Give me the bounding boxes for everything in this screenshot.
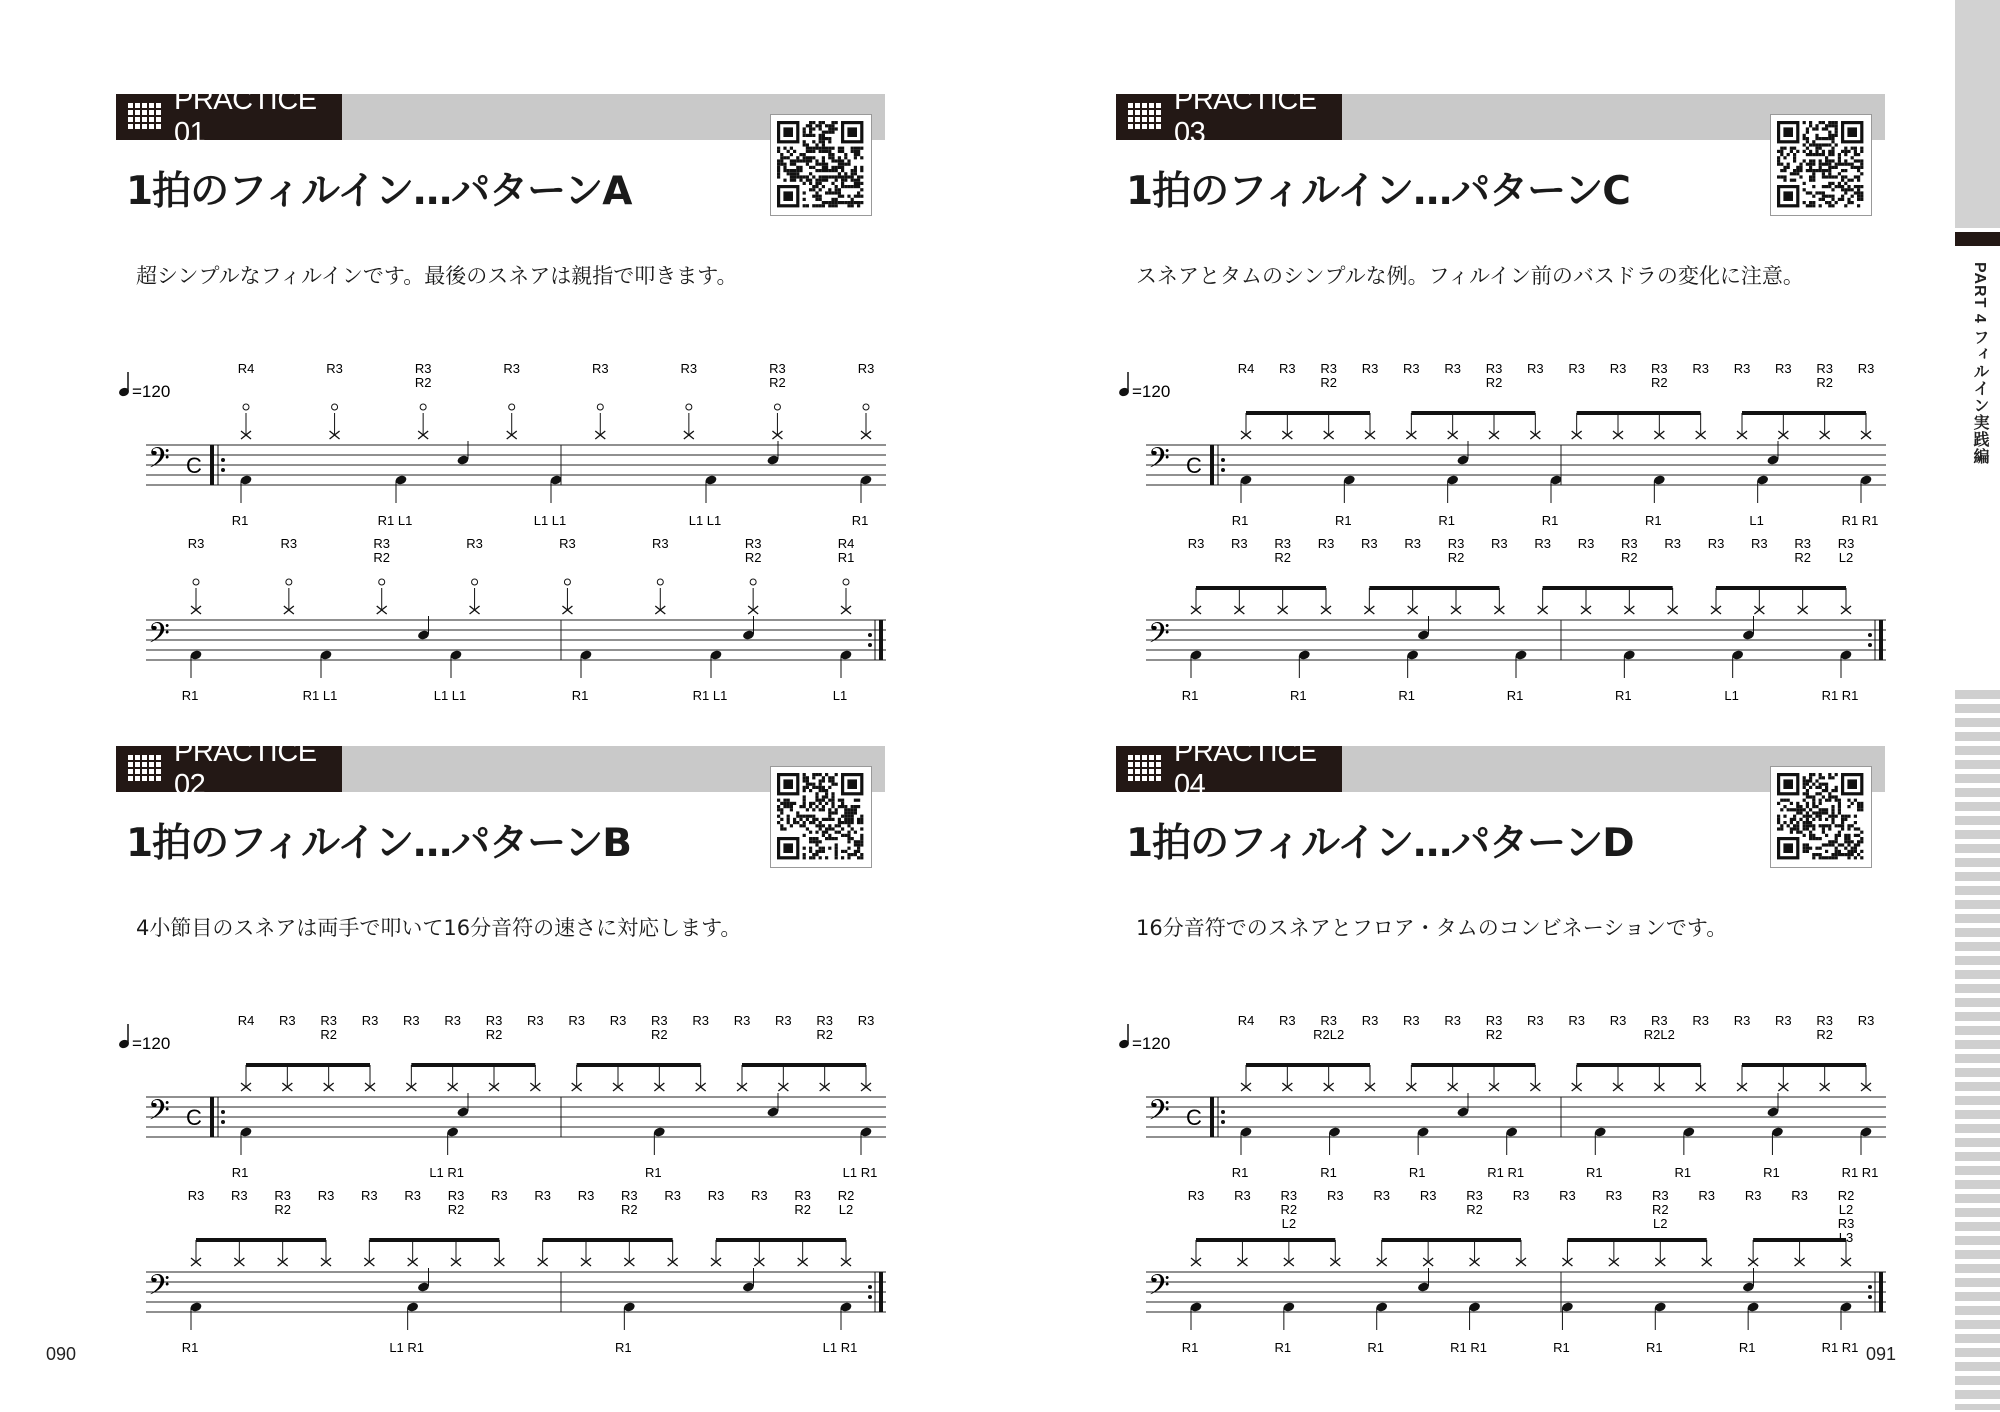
repeat-dot <box>1221 458 1225 462</box>
qr-code-icon[interactable] <box>770 114 872 216</box>
sticking-label: R3 <box>1577 536 1595 551</box>
bass-sticking-label: R1 L1 <box>302 688 338 703</box>
sticking-label: R3 <box>1279 361 1296 376</box>
sticking-label: L2 <box>1838 550 1854 565</box>
sticking-label: R2 <box>485 1027 503 1042</box>
open-mark <box>564 579 570 585</box>
sticking-label: R3 <box>317 1188 335 1203</box>
sticking-label: R2L2 <box>1313 1027 1345 1042</box>
bass-sticking-label: R1 <box>615 1340 632 1355</box>
staff-system <box>1146 1013 1886 1180</box>
bass-sticking-label: R1 <box>1506 688 1524 703</box>
sticking-label: R3 <box>775 1013 792 1028</box>
sticking-label: R3 <box>1512 1188 1530 1203</box>
bass-sticking-label: R1 <box>1645 1340 1663 1355</box>
sticking-label: R3 <box>1326 1188 1344 1203</box>
sticking-label: R3 <box>591 361 609 376</box>
bass-sticking-label: R1 <box>1398 688 1415 703</box>
sticking-label: R3 <box>651 1013 668 1028</box>
sticking-label: R2 <box>816 1027 833 1042</box>
sticking-label: R3 <box>320 1013 337 1028</box>
sticking-label: R3 <box>680 361 698 376</box>
sticking-label: R3 <box>568 1013 585 1028</box>
sticking-label: R2 <box>651 1027 668 1042</box>
sticking-label: R3 <box>1816 1013 1833 1028</box>
time-signature: C <box>1186 1105 1202 1130</box>
sticking-label: R4 <box>837 536 855 551</box>
practice-header <box>1116 84 1342 149</box>
sticking-label: R2 <box>1816 1027 1833 1042</box>
sticking-label: R3 <box>1491 536 1508 551</box>
sticking-label: R3 <box>692 1013 709 1028</box>
open-mark <box>509 404 515 410</box>
sticking-label: R3 <box>1279 1013 1296 1028</box>
sticking-label: R2 <box>1837 1188 1855 1203</box>
sticking-label: R2 <box>320 1027 337 1042</box>
sticking-label: R3 <box>1775 361 1792 376</box>
bass-sticking-label: R1 R1 <box>1487 1165 1525 1180</box>
bass-sticking-label: R1 <box>1738 1340 1756 1355</box>
sticking-label: R3 <box>1857 361 1875 376</box>
sticking-label: R3 <box>559 536 576 551</box>
drum-score <box>116 977 896 1355</box>
practice-section-1 <box>116 80 896 703</box>
sticking-label: R3 <box>577 1188 595 1203</box>
open-mark <box>332 404 338 410</box>
sticking-label: R3 <box>651 536 669 551</box>
sticking-label: R3 <box>1419 1188 1437 1203</box>
sticking-label: L3 <box>1838 1230 1854 1245</box>
bass-sticking-label: R1 <box>1335 513 1352 528</box>
open-mark <box>750 579 756 585</box>
sticking-label: R3 <box>857 361 875 376</box>
sticking-label: L2 <box>838 1202 854 1217</box>
sticking-label: R4 <box>237 361 255 376</box>
staff-system <box>1146 1188 1886 1355</box>
sticking-label: R4 <box>1237 1013 1255 1028</box>
sticking-label: R2 <box>1280 1202 1298 1217</box>
tempo-mark <box>1118 1024 1170 1053</box>
staff-system <box>146 1013 886 1180</box>
qr-code-icon[interactable] <box>1770 766 1872 868</box>
sticking-label: R2 <box>274 1202 291 1217</box>
sticking-label: R3 <box>361 1188 378 1203</box>
sticking-label: R3 <box>1280 1188 1298 1203</box>
bass-sticking-label: L1 R1 <box>842 1165 878 1180</box>
sticking-label: R3 <box>1744 1188 1762 1203</box>
bass-sticking-label: L1 R1 <box>822 1340 858 1355</box>
bass-clef: 𝄢 <box>148 1270 170 1308</box>
sticking-label: R4 <box>1237 361 1255 376</box>
sticking-label: R2 <box>794 1202 811 1217</box>
sticking-label: R4 <box>237 1013 255 1028</box>
sticking-label: R3 <box>1403 361 1420 376</box>
sticking-label: R3 <box>1466 1188 1483 1203</box>
bass-sticking-label: R1 <box>1181 1340 1199 1355</box>
staff-system <box>1146 536 1886 703</box>
open-mark <box>420 404 426 410</box>
practice-header-text: PRACTICE 04 <box>1174 736 1317 801</box>
sticking-label: R3 <box>1527 361 1544 376</box>
repeat-dot <box>868 643 872 647</box>
open-mark <box>863 404 869 410</box>
sticking-label: L2 <box>1838 1202 1854 1217</box>
open-mark <box>472 579 478 585</box>
bass-sticking-label: R1 <box>231 1165 249 1180</box>
sticking-label: R3 <box>1692 361 1709 376</box>
bass-sticking-label: R1 <box>1763 1165 1780 1180</box>
open-mark <box>193 579 199 585</box>
sticking-label: R3 <box>361 1013 379 1028</box>
bass-sticking-label: R1 <box>1290 688 1307 703</box>
sticking-label: R2 <box>1651 1202 1669 1217</box>
sticking-label: R3 <box>751 1188 768 1203</box>
sticking-label: R3 <box>326 361 343 376</box>
sticking-label: R3 <box>1404 536 1421 551</box>
open-mark <box>774 404 780 410</box>
sticking-label: R3 <box>1559 1188 1576 1203</box>
sticking-label: R3 <box>1234 1188 1251 1203</box>
tempo-mark <box>118 1024 170 1053</box>
bass-sticking-label: R1 L1 <box>377 513 413 528</box>
tempo-text: =120 <box>1132 1034 1171 1053</box>
repeat-dot <box>868 1295 872 1299</box>
sticking-label: R3 <box>1816 361 1833 376</box>
sticking-label: R3 <box>1361 536 1378 551</box>
sticking-label: R3 <box>1791 1188 1808 1203</box>
repeat-dot <box>221 468 225 472</box>
bass-sticking-label: R1 <box>1615 688 1632 703</box>
bass-sticking-label: R1 R1 <box>1841 1165 1879 1180</box>
side-tab <box>1955 0 2000 1412</box>
sticking-label: R3 <box>1775 1013 1792 1028</box>
bass-clef: 𝄢 <box>1148 1270 1170 1308</box>
sticking-label: R2 <box>1794 550 1811 565</box>
practice-header-text: PRACTICE 03 <box>1174 84 1317 149</box>
bass-sticking-label: R1 <box>851 513 869 528</box>
bass-sticking-label: R1 <box>1553 1340 1570 1355</box>
sticking-label: R3 <box>1317 536 1335 551</box>
practice-section-3 <box>1116 80 1896 703</box>
bass-sticking-label: R1 <box>1181 688 1199 703</box>
sticking-label: R3 <box>1444 1013 1461 1028</box>
repeat-dot <box>1221 1110 1225 1114</box>
open-mark <box>657 579 663 585</box>
open-mark <box>243 404 249 410</box>
sticking-label: R3 <box>1707 536 1725 551</box>
staff-system <box>146 361 886 528</box>
time-signature: C <box>186 453 202 478</box>
sticking-label: R2 <box>1621 550 1638 565</box>
sticking-label: R3 <box>664 1188 681 1203</box>
staff-system <box>146 1188 886 1355</box>
grid-icon <box>1128 754 1162 784</box>
drum-score <box>116 325 896 703</box>
bass-sticking-label: R1 R1 <box>1821 1340 1859 1355</box>
sticking-label: R3 <box>1568 361 1585 376</box>
bass-sticking-label: R1 <box>1274 1340 1292 1355</box>
sticking-label: R3 <box>769 361 786 376</box>
sticking-label: R3 <box>1698 1188 1716 1203</box>
bass-sticking-label: R1 L1 <box>692 688 728 703</box>
side-tab-marker <box>1955 232 2000 246</box>
sticking-label: R2 <box>1274 550 1291 565</box>
practice-title: 1拍のフィルイン…パターンC <box>1126 169 1630 214</box>
sticking-label: R3 <box>1733 1013 1751 1028</box>
sticking-label: R3 <box>491 1188 508 1203</box>
repeat-dot <box>221 458 225 462</box>
practice-description: 超シンプルなフィルインです。最後のスネアは親指で叩きます。 <box>136 264 738 288</box>
sticking-label: R2 <box>414 375 432 390</box>
sticking-label: R3 <box>857 1013 875 1028</box>
sticking-label: R3 <box>744 536 762 551</box>
bass-clef: 𝄢 <box>1148 618 1170 656</box>
practice-header <box>116 84 342 149</box>
tempo-mark <box>1118 372 1170 401</box>
sticking-label: R3 <box>1274 536 1291 551</box>
practice-header-text: PRACTICE 02 <box>174 736 317 801</box>
sticking-label: R2 <box>744 550 762 565</box>
sticking-label: R2 <box>1485 375 1503 390</box>
sticking-label: R3 <box>707 1188 725 1203</box>
bass-clef: 𝄢 <box>148 443 170 481</box>
sticking-label: R3 <box>274 1188 291 1203</box>
practice-description: 4小節目のスネアは両手で叩いて16分音符の速さに対応します。 <box>136 916 742 940</box>
bass-sticking-label: R1 <box>1674 1165 1692 1180</box>
sticking-label: R2 <box>447 1202 465 1217</box>
sticking-label: R2 <box>373 550 391 565</box>
sticking-label: R3 <box>444 1013 461 1028</box>
sticking-label: R3 <box>1692 1013 1709 1028</box>
grid-icon <box>128 102 162 132</box>
sticking-label: R3 <box>733 1013 751 1028</box>
sticking-label: R3 <box>404 1188 421 1203</box>
sticking-label: R3 <box>794 1188 811 1203</box>
open-mark <box>843 579 849 585</box>
bass-sticking-label: R1 <box>645 1165 662 1180</box>
sticking-label: R1 <box>837 550 855 565</box>
bass-sticking-label: L1 <box>832 688 848 703</box>
bass-sticking-label: R1 <box>571 688 589 703</box>
bass-clef: 𝄢 <box>148 1095 170 1133</box>
sticking-label: R2 <box>1466 1202 1483 1217</box>
sticking-label: R3 <box>1794 536 1811 551</box>
tempo-text: =120 <box>132 1034 171 1053</box>
bass-sticking-label: R1 <box>1367 1340 1385 1355</box>
drum-score <box>1116 325 1896 703</box>
practice-header-text: PRACTICE 01 <box>174 84 317 149</box>
bass-sticking-label: R1 R1 <box>1821 688 1859 703</box>
repeat-dot <box>1868 1285 1872 1289</box>
repeat-dot <box>1868 1295 1872 1299</box>
time-signature: C <box>186 1105 202 1130</box>
sticking-label: R3 <box>279 1013 296 1028</box>
sticking-label: R3 <box>527 1013 544 1028</box>
sticking-label: R3 <box>403 1013 420 1028</box>
sticking-label: R3 <box>1361 361 1379 376</box>
tempo-text: =120 <box>132 382 171 401</box>
tempo-text: =120 <box>1132 382 1171 401</box>
sticking-label: R3 <box>1485 361 1503 376</box>
bass-sticking-label: R1 <box>1320 1165 1337 1180</box>
sticking-label: R3 <box>534 1188 551 1203</box>
bass-clef: 𝄢 <box>1148 443 1170 481</box>
bass-sticking-label: L1 L1 <box>688 513 722 528</box>
sticking-label: R3 <box>621 1188 638 1203</box>
repeat-dot <box>1221 1120 1225 1124</box>
practice-description: 16分音符でのスネアとフロア・タムのコンビネーションです。 <box>1136 916 1728 940</box>
bass-sticking-label: R1 <box>1585 1165 1603 1180</box>
sticking-label: R3 <box>1320 361 1337 376</box>
sticking-label: R2 <box>621 1202 638 1217</box>
practice-header <box>1116 736 1342 801</box>
repeat-dot <box>1868 643 1872 647</box>
sticking-label: R3 <box>1444 361 1461 376</box>
sticking-label: R2L2 <box>1643 1027 1675 1042</box>
practice-description: スネアとタムのシンプルな例。フィルイン前のバスドラの変化に注意。 <box>1136 264 1804 288</box>
bass-sticking-label: R1 <box>1645 513 1662 528</box>
bass-sticking-label: R1 <box>1438 513 1455 528</box>
sticking-label: R3 <box>1605 1188 1623 1203</box>
sticking-label: R3 <box>187 1188 205 1203</box>
repeat-dot <box>221 1120 225 1124</box>
bass-sticking-label: L1 <box>1749 513 1764 528</box>
qr-code-icon[interactable] <box>770 766 872 868</box>
repeat-dot <box>1868 633 1872 637</box>
sticking-label: R3 <box>447 1188 465 1203</box>
sticking-label: R3 <box>1651 1013 1668 1028</box>
repeat-dot <box>1221 468 1225 472</box>
sticking-label: R3 <box>1361 1013 1379 1028</box>
bass-sticking-label: R1 <box>181 688 199 703</box>
staff-system <box>1146 361 1886 528</box>
bass-sticking-label: R1 <box>1408 1165 1426 1180</box>
practice-header <box>116 736 342 801</box>
sticking-label: R3 <box>1837 1216 1855 1231</box>
sticking-label: R2 <box>1816 375 1833 390</box>
bass-sticking-label: L1 L1 <box>433 688 467 703</box>
sticking-label: R3 <box>1485 1013 1503 1028</box>
sticking-label: R3 <box>1651 361 1668 376</box>
sticking-label: R3 <box>1187 536 1205 551</box>
side-stripes <box>1955 690 2000 1410</box>
sticking-label: R3 <box>1609 1013 1627 1028</box>
sticking-label: R3 <box>466 536 483 551</box>
sticking-label: R2 <box>1320 375 1337 390</box>
sticking-label: R3 <box>1664 536 1681 551</box>
practice-title: 1拍のフィルイン…パターンD <box>1126 821 1634 866</box>
sticking-label: R3 <box>1837 536 1855 551</box>
sticking-label: R3 <box>1403 1013 1420 1028</box>
sticking-label: L2 <box>1281 1216 1297 1231</box>
sticking-label: R3 <box>1373 1188 1391 1203</box>
sticking-label: R3 <box>414 361 432 376</box>
time-signature: C <box>1186 453 1202 478</box>
tempo-mark <box>118 372 170 401</box>
sticking-label: R3 <box>1527 1013 1544 1028</box>
qr-code-icon[interactable] <box>1770 114 1872 216</box>
repeat-dot <box>868 633 872 637</box>
bass-sticking-label: R1 <box>181 1340 199 1355</box>
sticking-label: R3 <box>485 1013 503 1028</box>
repeat-dot <box>868 1285 872 1289</box>
bass-sticking-label: R1 <box>1231 1165 1249 1180</box>
sticking-label: R3 <box>503 361 521 376</box>
sticking-label: R3 <box>1651 1188 1669 1203</box>
practice-title: 1拍のフィルイン…パターンB <box>126 821 632 866</box>
sticking-label: R3 <box>1187 1188 1205 1203</box>
sticking-label: R3 <box>1751 536 1768 551</box>
staff-system <box>146 536 886 703</box>
sticking-label: R2 <box>769 375 786 390</box>
sticking-label: R3 <box>1320 1013 1337 1028</box>
sticking-label: R3 <box>1534 536 1551 551</box>
sticking-label: R2 <box>1447 550 1465 565</box>
sticking-label: R3 <box>280 536 298 551</box>
bass-sticking-label: R1 R1 <box>1450 1340 1488 1355</box>
side-tab-top <box>1955 0 2000 228</box>
page-number-left: 090 <box>46 1344 77 1364</box>
open-mark <box>686 404 692 410</box>
sticking-label: R3 <box>1231 536 1248 551</box>
bass-sticking-label: R1 <box>1541 513 1559 528</box>
bass-clef: 𝄢 <box>148 618 170 656</box>
sticking-label: R3 <box>187 536 205 551</box>
sticking-label: R3 <box>1568 1013 1585 1028</box>
bass-sticking-label: R1 <box>1231 513 1249 528</box>
bass-sticking-label: L1 R1 <box>389 1340 425 1355</box>
grid-icon <box>1128 102 1162 132</box>
side-tab-label: PART 4 フィルイン実践編 <box>1971 262 1988 466</box>
sticking-label: R2 <box>1485 1027 1503 1042</box>
bass-clef: 𝄢 <box>1148 1095 1170 1133</box>
sticking-label: L2 <box>1653 1216 1668 1231</box>
bass-sticking-label: R1 R1 <box>1841 513 1879 528</box>
sticking-label: R2 <box>1651 375 1668 390</box>
sticking-label: R2 <box>837 1188 855 1203</box>
grid-icon <box>128 754 162 784</box>
bass-sticking-label: L1 L1 <box>533 513 567 528</box>
sticking-label: R3 <box>1621 536 1638 551</box>
sticking-label: R3 <box>373 536 391 551</box>
repeat-dot <box>221 1110 225 1114</box>
bass-sticking-label: L1 <box>1724 688 1739 703</box>
open-mark <box>597 404 603 410</box>
sticking-label: R3 <box>1609 361 1627 376</box>
sticking-label: R3 <box>1733 361 1751 376</box>
practice-title: 1拍のフィルイン…パターンA <box>126 169 632 214</box>
open-mark <box>286 579 292 585</box>
bass-sticking-label: L1 R1 <box>429 1165 465 1180</box>
page-number-right: 091 <box>1866 1344 1897 1364</box>
sticking-label: R3 <box>1447 536 1465 551</box>
open-mark <box>379 579 385 585</box>
sticking-label: R3 <box>816 1013 833 1028</box>
practice-section-2 <box>116 732 896 1355</box>
bass-sticking-label: R1 <box>231 513 249 528</box>
sticking-label: R3 <box>609 1013 627 1028</box>
sticking-label: R3 <box>1857 1013 1875 1028</box>
sticking-label: R3 <box>231 1188 248 1203</box>
